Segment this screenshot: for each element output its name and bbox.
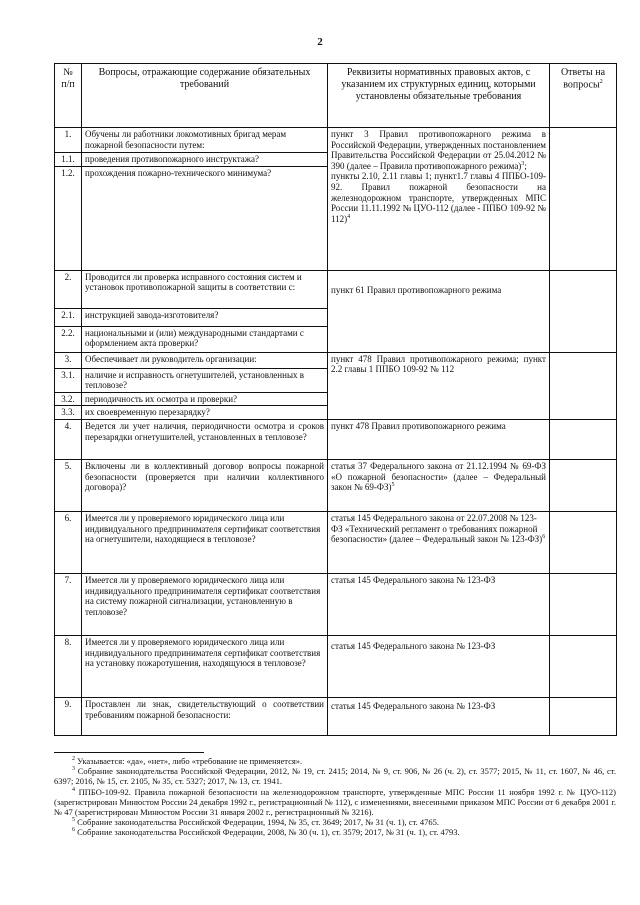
question-cell: прохождения пожарно-технического минимума? — [82, 166, 328, 270]
requisites-text: статья 145 Федерального закона от 22.07.2008 № 123-ФЗ «Технический регламент о требованиях пожарной безопасности» (далее – Федеральный закон № 123-ФЗ) — [331, 513, 543, 545]
footnote-text: Собрание законодательства Российской Федерации, 2012, № 19, ст. 2415; 2014, № 9, ст. 906, № 26 (ч. 2), ст. 3577; 2015, № 11, ст. 1607, № 46, ст. 6397; 2016, № 15, ст. 2105, № 35, ст. 5327; 2017, № 13, ст. 1941. — [54, 766, 616, 787]
footnote-ref: 5 — [72, 817, 75, 824]
question-cell: периодичность их осмотра и проверки? — [82, 392, 328, 406]
row-number: 3.2. — [55, 392, 82, 406]
row-number: 2.2. — [55, 326, 82, 352]
footnote-ref: 4 — [347, 213, 351, 220]
row-number: 2. — [55, 270, 82, 308]
footnote-divider — [54, 752, 204, 753]
footnote-ref: 2 — [599, 79, 603, 85]
row-number: 1.2. — [55, 166, 82, 270]
requisites-text: пункт 3 Правил противопожарного режима в Российской Федерации, утвержденных постановлением Правительства Российской Федерации от 25.04.2012 № 390 (далее – Правила противопожарного режима) — [331, 129, 546, 171]
question-cell: национальными и (или) международными стандартами с оформлением акта проверки? — [82, 326, 328, 352]
answer-cell[interactable] — [550, 352, 617, 419]
footnote-ref: 4 — [72, 786, 75, 793]
row-number: 5. — [55, 460, 82, 512]
footnote-text: Собрание законодательства Российской Федерации, 1994, № 35, ст. 3649; 2017, № 31 (ч. 1), ст. 4765. — [77, 817, 440, 828]
requisites-text: статья 37 Федерального закона от 21.12.1994 № 69-ФЗ «О пожарной безопасности» (далее – Федеральный закон № 69-ФЗ) — [331, 461, 546, 493]
question-cell: Проводится ли проверка исправного состояния систем и установок противопожарной защиты в соответствии с: — [82, 270, 328, 308]
header-num: № п/п — [55, 64, 82, 128]
requisites-cell — [328, 460, 550, 512]
question-cell: Ведется ли учет наличия, периодичности осмотра и сроков перезарядки огнетушителей, установленных в тепловозе? — [82, 420, 328, 460]
question-cell: Обеспечивает ли руководитель организации: — [82, 352, 328, 368]
answer-cell[interactable] — [550, 128, 617, 271]
row-number: 1. — [55, 128, 82, 153]
question-cell: Обучены ли работники локомотивных бригад мерам пожарной безопасности путем: — [82, 128, 328, 153]
row-number: 2.1. — [55, 308, 82, 326]
footnote — [54, 766, 616, 786]
footnote-text: ППБО-109-92. Правила пожарной безопасности на железнодорожном транспорте, утвержденные МПС России 11 ноября 1992 г. № ЦУО-112) (зарегистрирован Минюстом России 24 декабря 1992 г., регистрационный № 112), с изменениями, внесенными приказом МПС России от 6 декабря 2001 г. № 47 (зарегистрирован Минюстом России 31 января 2002 г., регистрационный № 3216). — [54, 786, 617, 817]
footnote-ref: 3 — [521, 160, 525, 167]
answer-cell[interactable] — [550, 460, 617, 512]
footnote — [54, 787, 616, 818]
table-row — [55, 128, 617, 153]
question-cell: Имеется ли у проверяемого юридического лица или индивидуального предпринимателя сертификат соответствия на огнетушители, находящиеся в тепловозе? — [82, 512, 328, 574]
row-number: 7. — [55, 574, 82, 636]
footnote-ref: 3 — [72, 766, 75, 773]
footnote-ref: 6 — [542, 534, 546, 541]
question-cell: проведения противопожарного инструктажа? — [82, 153, 328, 167]
requisites-cell: пункт 61 Правил противопожарного режима — [328, 270, 550, 352]
requisites-cell — [328, 512, 550, 574]
question-cell: инструкцией завода-изготовителя? — [82, 308, 328, 326]
footnote-ref: 6 — [72, 827, 75, 834]
question-cell: их своевременную перезарядку? — [82, 406, 328, 420]
table-row — [55, 512, 617, 574]
table-row — [55, 270, 617, 308]
page-number: 2 — [317, 36, 323, 48]
row-number: 4. — [55, 420, 82, 460]
answer-cell[interactable] — [550, 420, 617, 460]
footnotes — [54, 752, 616, 838]
question-cell: Имеется ли у проверяемого юридического лица или индивидуального предпринимателя сертификат соответствия на систему пожарной сигнализации, установленную в тепловозе? — [82, 574, 328, 636]
requisites-cell: пункт 478 Правил противопожарного режима; пункт 2.2 главы 1 ППБО 109-92 № 112 — [328, 352, 550, 419]
answer-cell[interactable] — [550, 698, 617, 736]
requirements-table — [54, 63, 617, 736]
header-answers-text: Ответы на вопросы — [560, 67, 606, 91]
footnote — [54, 817, 616, 827]
table-row — [55, 574, 617, 636]
requisites-punct: ; — [524, 160, 527, 171]
requisites-text: пункты 2.10, 2.11 главы 1; пункт1.7 главы 4 ППБО-109-92. Правил пожарной безопасности на железнодорожном транспорте, утвержденных МПС России 11.11.1992 № ЦУО-112 (далее - ППБО 109-92 № 112) — [331, 171, 546, 224]
row-number: 6. — [55, 512, 82, 574]
answer-cell[interactable] — [550, 512, 617, 574]
question-cell: Включены ли в коллективный договор вопросы пожарной безопасности (проверяется при наличии коллективного договора)? — [82, 460, 328, 512]
answer-cell[interactable] — [550, 636, 617, 698]
question-cell: Имеется ли у проверяемого юридического лица или индивидуального предпринимателя сертификат соответствия на установку пожаротушения, находящуюся в тепловозе? — [82, 636, 328, 698]
answer-cell[interactable] — [550, 270, 617, 352]
table-header-row — [55, 64, 617, 128]
requisites-cell — [328, 128, 550, 271]
requisites-cell: статья 145 Федерального закона № 123-ФЗ — [328, 574, 550, 636]
table-row — [55, 636, 617, 698]
table-row — [55, 460, 617, 512]
table-row — [55, 698, 617, 736]
question-cell: наличие и исправность огнетушителей, установленных в тепловозе? — [82, 368, 328, 392]
requisites-cell: статья 145 Федерального закона № 123-ФЗ — [328, 698, 550, 736]
row-number: 9. — [55, 698, 82, 736]
footnote-text: Указывается: «да», «нет», либо «требование не применяется». — [77, 756, 303, 766]
table-row — [55, 420, 617, 460]
requisites-cell: пункт 478 Правил противопожарного режима — [328, 420, 550, 460]
answer-cell[interactable] — [550, 574, 617, 636]
footnote-text: Собрание законодательства Российской Федерации, 2008, № 30 (ч. 1), ст. 3579; 2017, № 31 (ч. 1), ст. 4793. — [77, 827, 460, 838]
row-number: 8. — [55, 636, 82, 698]
header-question: Вопросы, отражающие содержание обязательных требований — [82, 64, 328, 128]
footnote — [54, 827, 616, 837]
row-number: 3. — [55, 352, 82, 368]
requisites-cell: статья 145 Федерального закона № 123-ФЗ — [328, 636, 550, 698]
footnote-ref: 2 — [72, 756, 75, 763]
header-answers — [550, 64, 617, 128]
row-number: 3.3. — [55, 406, 82, 420]
header-requisites: Реквизиты нормативных правовых актов, с указанием их структурных единиц, которыми установлены обязательные требования — [328, 64, 550, 128]
table-row — [55, 352, 617, 368]
row-number: 1.1. — [55, 153, 82, 167]
footnote-ref: 5 — [391, 482, 395, 489]
footnote — [54, 756, 616, 766]
row-number: 3.1. — [55, 368, 82, 392]
question-cell: Проставлен ли знак, свидетельствующий о соответствии требованиям пожарной безопасности: — [82, 698, 328, 736]
